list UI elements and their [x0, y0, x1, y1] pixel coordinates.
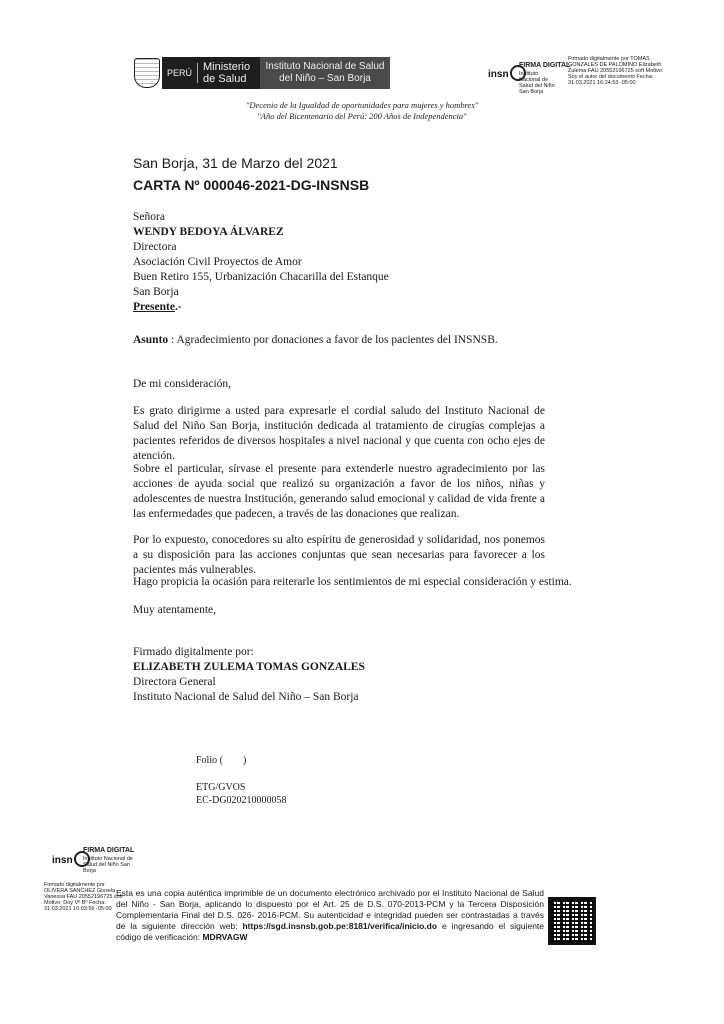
motto-line-1: "Decenio de la Igualdad de oportunidades para mujeres y hombres"	[245, 100, 479, 110]
folio: Folio ( )	[196, 755, 247, 766]
closing: Muy atentamente,	[133, 604, 217, 616]
footer-firma-title: FIRMA DIGITAL	[83, 847, 135, 854]
motto	[0, 100, 724, 122]
signed-by-label: Firmado digitalmente por:	[133, 646, 254, 658]
salutation-title: Señora	[133, 211, 165, 223]
paragraph-4: Hago propicia la ocasión para reiterarle los sentimientos de mi especial consideración y estima.	[133, 576, 572, 588]
institute-label: Instituto Nacional de Salud del Niño – San Borja	[260, 57, 390, 89]
recipient-org: Asociación Civil Proyectos de Amor	[133, 256, 302, 268]
recipient-role: Directora	[133, 241, 177, 253]
greeting: De mi consideración,	[133, 378, 232, 390]
presente: Presente	[133, 301, 175, 313]
presente-suffix: .-	[174, 301, 182, 313]
peru-label: PERÚ	[162, 63, 198, 83]
header-firma-institute: Instituto Nacional de Salud del Niño San Borja	[519, 71, 555, 95]
reference-block	[196, 781, 287, 807]
signer-role: Directora General	[133, 676, 216, 688]
footer-signature-meta: Firmado digitalmente por OLIVERA SANCHEZ Gissela Vanessa FAU 20552196725 soft Motivo: Doy Vº Bº Fecha: 31.03.2021 16:03:56 -05:00	[44, 882, 123, 912]
paragraph-1: Es grato dirigirme a usted para expresarle el cordial saludo del Instituto Nacional de Salud del Niño San Borja, institución dedicada al tratamiento de cirugías complejas a pacientes referidos de diversos hospitales a nivel nacional y que cuenta con ocho ejes de atención.	[133, 405, 545, 462]
header-signature-meta: Firmado digitalmente por TOMAS GONZALES DE PALOMINO Elizabeth Zulema FAU 20552196725 soft Motivo: Soy el autor del documento Fecha: 31.03.2021 16:24:53 -05:00	[568, 56, 664, 86]
letter-date: San Borja, 31 de Marzo del 2021	[133, 155, 338, 171]
signer-name: ELIZABETH ZULEMA TOMAS GONZALES	[133, 661, 365, 673]
notice-text-2: e ingresando el siguiente código de verificación:	[116, 921, 545, 942]
recipient-address: Buen Retiro 155, Urbanización Chacarilla del Estanque	[133, 271, 389, 283]
authenticity-notice	[116, 888, 544, 943]
peru-coat-of-arms-icon	[134, 58, 160, 88]
footer-firma-institute: Instituto Nacional de Salud del Niño San Borja	[83, 856, 133, 874]
verification-url[interactable]: https://sgd.insnsb.gob.pe:8181/verifica/inicio.do	[242, 921, 438, 931]
qr-code-icon	[548, 897, 596, 945]
ec-code: EC-DG020210000058	[196, 795, 287, 806]
motto-line-2: "Año del Bicentenario del Perú: 200 Años de Independencia"	[257, 111, 467, 121]
signature-block	[133, 645, 533, 705]
letter-number: CARTA Nº 000046-2021-DG-INSNSB	[133, 177, 370, 193]
paragraph-3: Por lo expuesto, conocedores su alto espíritu de generosidad y solidaridad, nos ponemos a su disposición para las acciones conjuntas que sean necesarias para favorecer a los pacientes más vulnerables.	[133, 534, 545, 576]
initials: ETG/GVOS	[196, 782, 246, 793]
ministry-label: Ministerio de Salud	[203, 61, 251, 85]
recipient-block	[133, 210, 533, 315]
verification-code: MDRVAGW	[202, 932, 248, 942]
recipient-name: WENDY BEDOYA ÁLVAREZ	[133, 226, 284, 238]
asunto-label: Asunto	[133, 334, 169, 346]
header-firma-title: FIRMA DIGITAL	[519, 62, 571, 69]
footer-insn-logo: insn	[52, 855, 73, 866]
signer-org: Instituto Nacional de Salud del Niño – San Borja	[133, 691, 359, 703]
recipient-city: San Borja	[133, 286, 179, 298]
insn-logo: insn	[488, 69, 509, 80]
paragraph-2: Sobre el particular, sírvase el presente para extenderle nuestro agradecimiento por las acciones de ayuda social que realizó su organización a favor de los niños, niñas y adolescentes de nuestra Institución, generando salud emocional y calidad de vida frente a las enfermedades que padecen, a través de las donaciones que realizan.	[133, 463, 545, 520]
asunto	[133, 333, 593, 348]
notice-text: Esta es una copia auténtica imprimible de un documento electrónico archivado por el Instituto Nacional de Salud del Niño - San Borja, aplicando lo dispuesto por el Art. 25 de D.S. 070-2013-PCM y la Tercera Disposición Complementaria Final del D.S. 026- 2016-PCM. Su autenticidad e integridad pueden ser contrastadas a través de la siguiente dirección web:	[116, 888, 544, 931]
asunto-text: : Agradecimiento por donaciones a favor de los pacientes del INSNSB.	[171, 334, 498, 346]
ministry-logo	[162, 57, 260, 89]
